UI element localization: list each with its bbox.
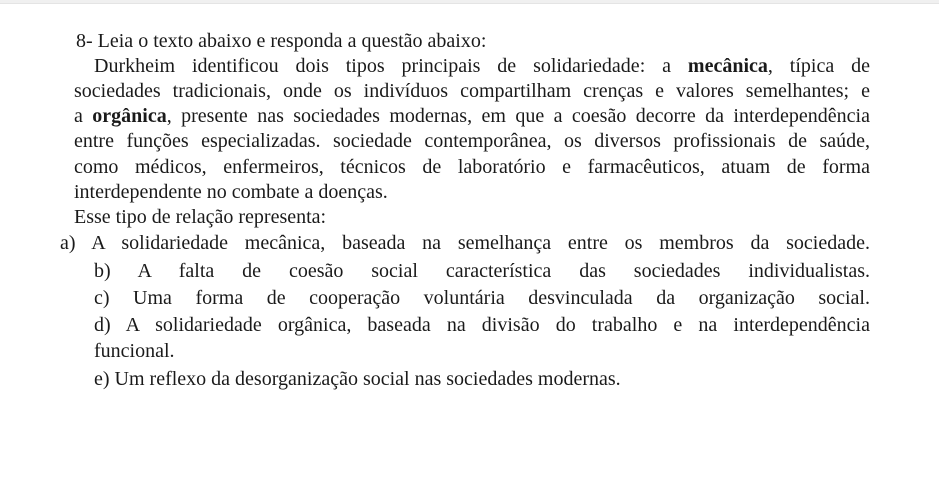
option-b[interactable]: b) A falta de coesão social característica das sociedades individualistas.: [94, 260, 870, 282]
paragraph-line-1-post: , típica de: [767, 55, 870, 77]
paragraph-line-3: [74, 104, 870, 129]
top-edge: [0, 0, 939, 4]
paragraph-line-5: como médicos, enfermeiros, técnicos de laboratório e farmacêuticos, atuam de forma: [74, 156, 870, 178]
option-d-continuation[interactable]: funcional.: [94, 340, 175, 362]
term-organica: orgânica: [92, 105, 167, 127]
option-c[interactable]: c) Uma forma de cooperação voluntária desvinculada da organização social.: [94, 287, 870, 309]
term-mecanica: mecânica: [687, 55, 768, 77]
question-prompt: Esse tipo de relação representa:: [74, 206, 327, 228]
paragraph-line-6: interdependente no combate a doenças.: [74, 181, 388, 203]
paragraph-line-2: sociedades tradicionais, onde os indivíduos compartilham crenças e valores semelhantes; e: [74, 80, 870, 102]
option-e[interactable]: e) Um reflexo da desorganização social nas sociedades modernas.: [94, 368, 621, 390]
paragraph-line-3-pre: a: [74, 105, 93, 127]
paragraph-line-1-pre: Durkheim identificou dois tipos principais de solidariedade: a: [94, 55, 688, 77]
paragraph-line-1: [94, 54, 870, 79]
option-d[interactable]: d) A solidariedade orgânica, baseada na divisão do trabalho e na interdependência: [94, 314, 870, 336]
paragraph-line-4: entre funções especializadas. sociedade contemporânea, os diversos profissionais de saúde,: [74, 130, 870, 152]
paragraph-line-3-post: , presente nas sociedades modernas, em que a coesão decorre da interdependência: [166, 105, 870, 127]
question-title: 8- Leia o texto abaixo e responda a questão abaixo:: [76, 30, 487, 52]
option-a[interactable]: a) A solidariedade mecânica, baseada na semelhança entre os membros da sociedade.: [60, 232, 870, 254]
